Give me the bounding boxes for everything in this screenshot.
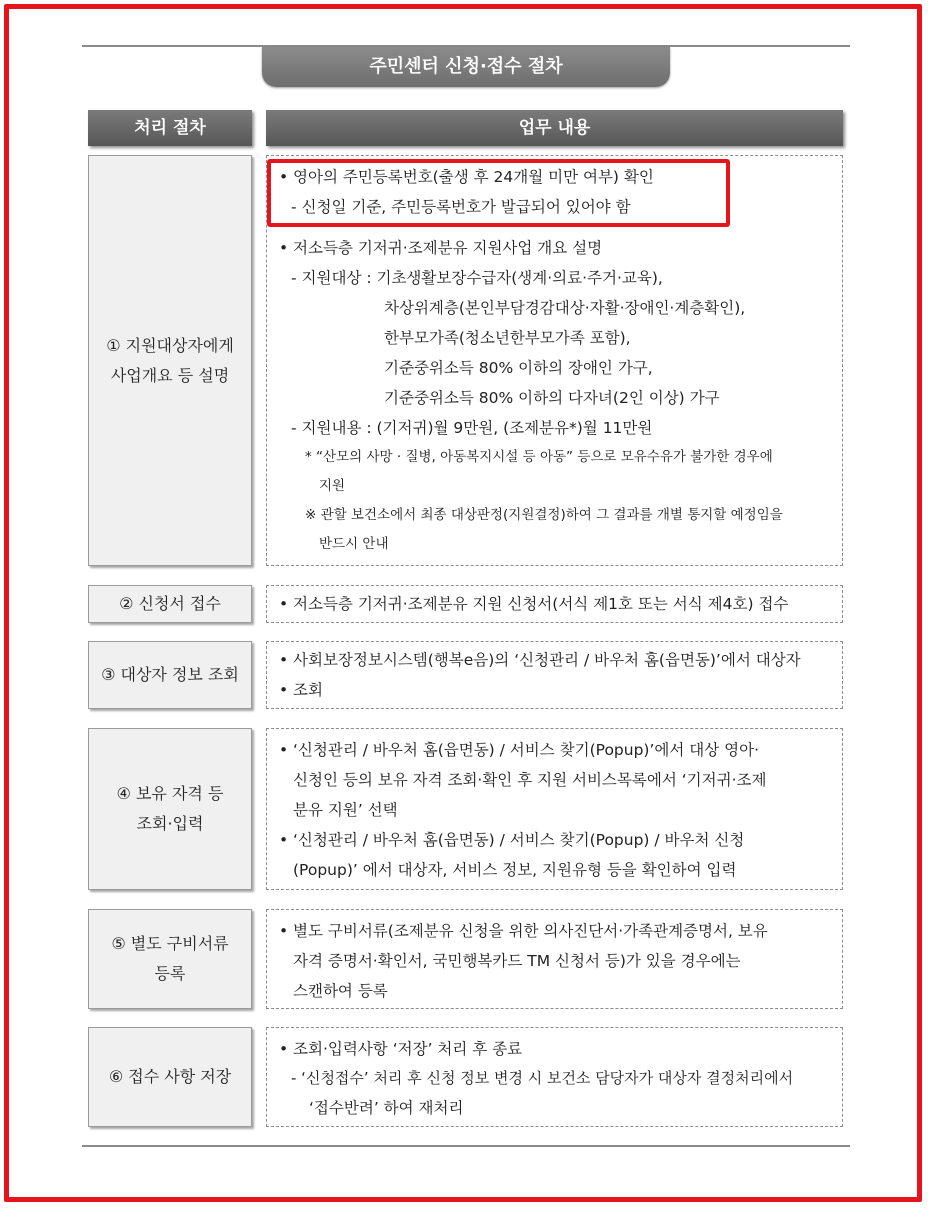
list-item: ※ 관할 보건소에서 최종 대상판정(지원결정)하여 그 결과를 개별 통지할 예정임을 bbox=[305, 507, 783, 523]
list-item: 기준중위소득 80% 이하의 장애인 가구, bbox=[384, 359, 653, 377]
list-item: 분유 지원’ 선택 bbox=[293, 801, 398, 819]
list-item: • 사회보장정보시스템(행복e음)의 ‘신청관리 / 바우처 홈(읍면동)’에서 대상자 bbox=[279, 645, 832, 675]
step-1-label: ① 지원대상자에게 사업개요 등 설명 bbox=[88, 155, 252, 566]
list-item: • 조회·입력사항 ‘저장’ 처리 후 종료 bbox=[279, 1034, 832, 1064]
list-item: 한부모가족(청소년한부모가족 포함), bbox=[384, 329, 631, 347]
list-item: 신청인 등의 보유 자격 조회·확인 후 지원 서비스목록에서 ‘기저귀·조제 bbox=[293, 771, 767, 789]
list-item: • 조회 bbox=[279, 675, 832, 705]
list-item: ‘접수반려’ 하여 재처리 bbox=[309, 1099, 464, 1117]
list-item: 반드시 안내 bbox=[319, 536, 389, 552]
column-header-process: 처리 절차 bbox=[88, 110, 252, 146]
step-5-content bbox=[266, 909, 843, 1009]
column-header-content: 업무 내용 bbox=[266, 110, 843, 146]
list-item: • ‘신청관리 / 바우처 홈(읍면동) / 서비스 찾기(Popup) / 바우처 신청 bbox=[279, 825, 832, 855]
step-6-label: ⑥ 접수 사항 저장 bbox=[88, 1027, 252, 1127]
list-item: - 지원내용 : (기저귀)월 9만원, (조제분유*)월 11만원 bbox=[291, 419, 653, 437]
list-item: - ‘신청접수’ 처리 후 신청 정보 변경 시 보건소 담당자가 대상자 결정처리에서 bbox=[291, 1069, 794, 1087]
step-2-label: ② 신청서 접수 bbox=[88, 585, 252, 623]
list-item: • ‘신청관리 / 바우처 홈(읍면동) / 서비스 찾기(Popup)’에서 대상 영아· bbox=[279, 735, 832, 765]
list-item: • 저소득층 기저귀·조제분유 지원 신청서(서식 제1호 또는 서식 제4호) 접수 bbox=[279, 589, 832, 619]
list-item: 지원 bbox=[319, 478, 346, 494]
list-item: * “산모의 사망 · 질병, 아동복지시설 등 아동” 등으로 모유수유가 불가한 경우에 bbox=[305, 449, 773, 465]
step-2-content bbox=[266, 585, 843, 623]
list-item: 자격 증명서·확인서, 국민행복카드 TM 신청서 등)가 있을 경우에는 bbox=[293, 952, 741, 970]
step-3-content bbox=[266, 641, 843, 709]
step-4-content bbox=[266, 728, 843, 890]
list-item: - 지원대상 : 기초생활보장수급자(생계·의료·주거·교육), bbox=[291, 269, 663, 287]
step-3-label: ③ 대상자 정보 조회 bbox=[88, 641, 252, 709]
list-item: 기준중위소득 80% 이하의 다자녀(2인 이상) 가구 bbox=[384, 389, 720, 407]
step-5-label: ⑤ 별도 구비서류 등록 bbox=[88, 909, 252, 1009]
highlight-box bbox=[267, 159, 730, 227]
bottom-rule bbox=[82, 1145, 850, 1147]
step-4-label: ④ 보유 자격 등 조회·입력 bbox=[88, 728, 252, 890]
list-item: 스캔하여 등록 bbox=[293, 982, 388, 1000]
list-item: • 영아의 주민등록번호(출생 후 24개월 미만 여부) 확인 bbox=[279, 162, 832, 192]
list-item: 차상위계층(본인부담경감대상·자활·장애인·계층확인), bbox=[384, 299, 746, 317]
list-item: - 신청일 기준, 주민등록번호가 발급되어 있어야 함 bbox=[291, 198, 631, 216]
list-item: • 별도 구비서류(조제분유 신청을 위한 의사진단서·가족관계증명서, 보유 bbox=[279, 916, 832, 946]
step-6-content bbox=[266, 1027, 843, 1127]
list-item: • 저소득층 기저귀·조제분유 지원사업 개요 설명 bbox=[279, 233, 832, 263]
document-title: 주민센터 신청·접수 절차 bbox=[262, 47, 670, 87]
list-item: (Popup)’ 에서 대상자, 서비스 정보, 지원유형 등을 확인하여 입력 bbox=[293, 861, 737, 879]
